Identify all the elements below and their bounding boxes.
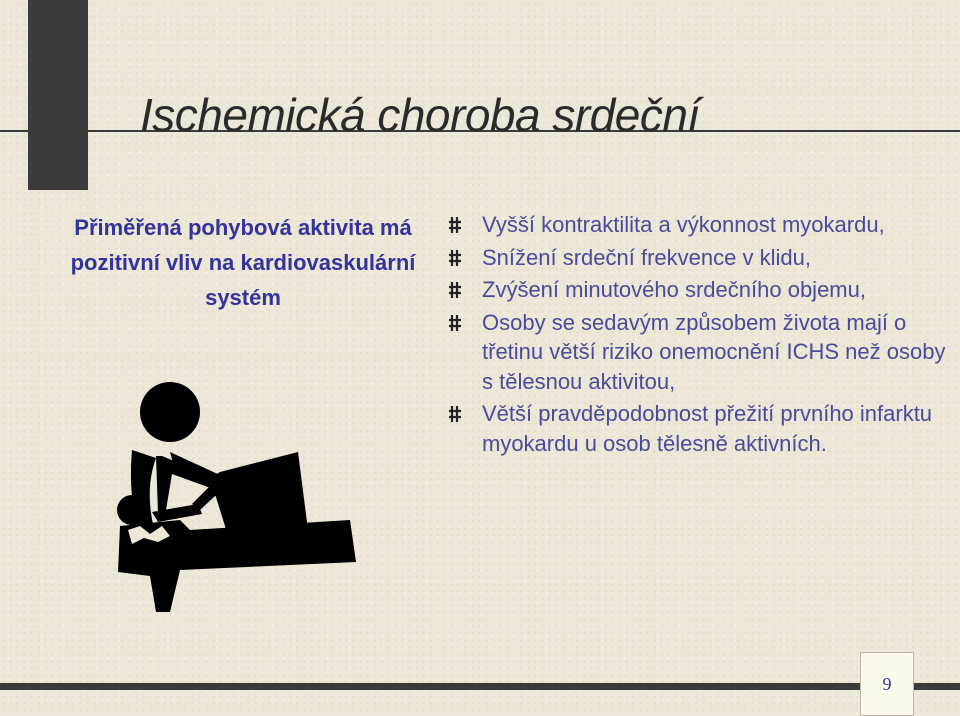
hash-bullet-icon [448, 405, 462, 423]
bullet-text: Snížení srdeční frekvence v klidu, [482, 244, 811, 270]
bullet-text: Zvýšení minutového srdečního objemu, [482, 277, 866, 302]
hash-bullet-icon [448, 281, 462, 299]
decorative-footer-bar [0, 683, 960, 690]
list-item [448, 275, 948, 305]
list-item [448, 243, 948, 273]
bullet-text: Vyšší kontraktilita a výkonnost myokardu, [482, 212, 885, 237]
hash-bullet-icon [448, 314, 462, 332]
list-item [448, 308, 948, 397]
hash-bullet-icon [448, 216, 462, 234]
bullet-text: Osoby se sedavým způsobem života mají o třetinu větší riziko onemocnění ICHS než osoby s tělesnou aktivitou, [482, 309, 946, 394]
decorative-vertical-bar [28, 0, 88, 190]
sidebar-heading: Přiměřená pohybová aktivita má pozitivní vliv na kardiovaskulární systém [70, 215, 416, 310]
bullet-text: Větší pravděpodobnost přežití prvního infarktu myokardu u osob tělesně aktivních. [482, 401, 933, 456]
list-item [448, 399, 948, 458]
hash-bullet-icon [448, 249, 462, 267]
slide-title: Ischemická choroba srdeční [140, 89, 700, 141]
cpr-pictogram-icon [70, 380, 370, 612]
list-item [448, 210, 948, 240]
bullet-list [448, 210, 948, 461]
page-number: 9 [882, 674, 892, 694]
